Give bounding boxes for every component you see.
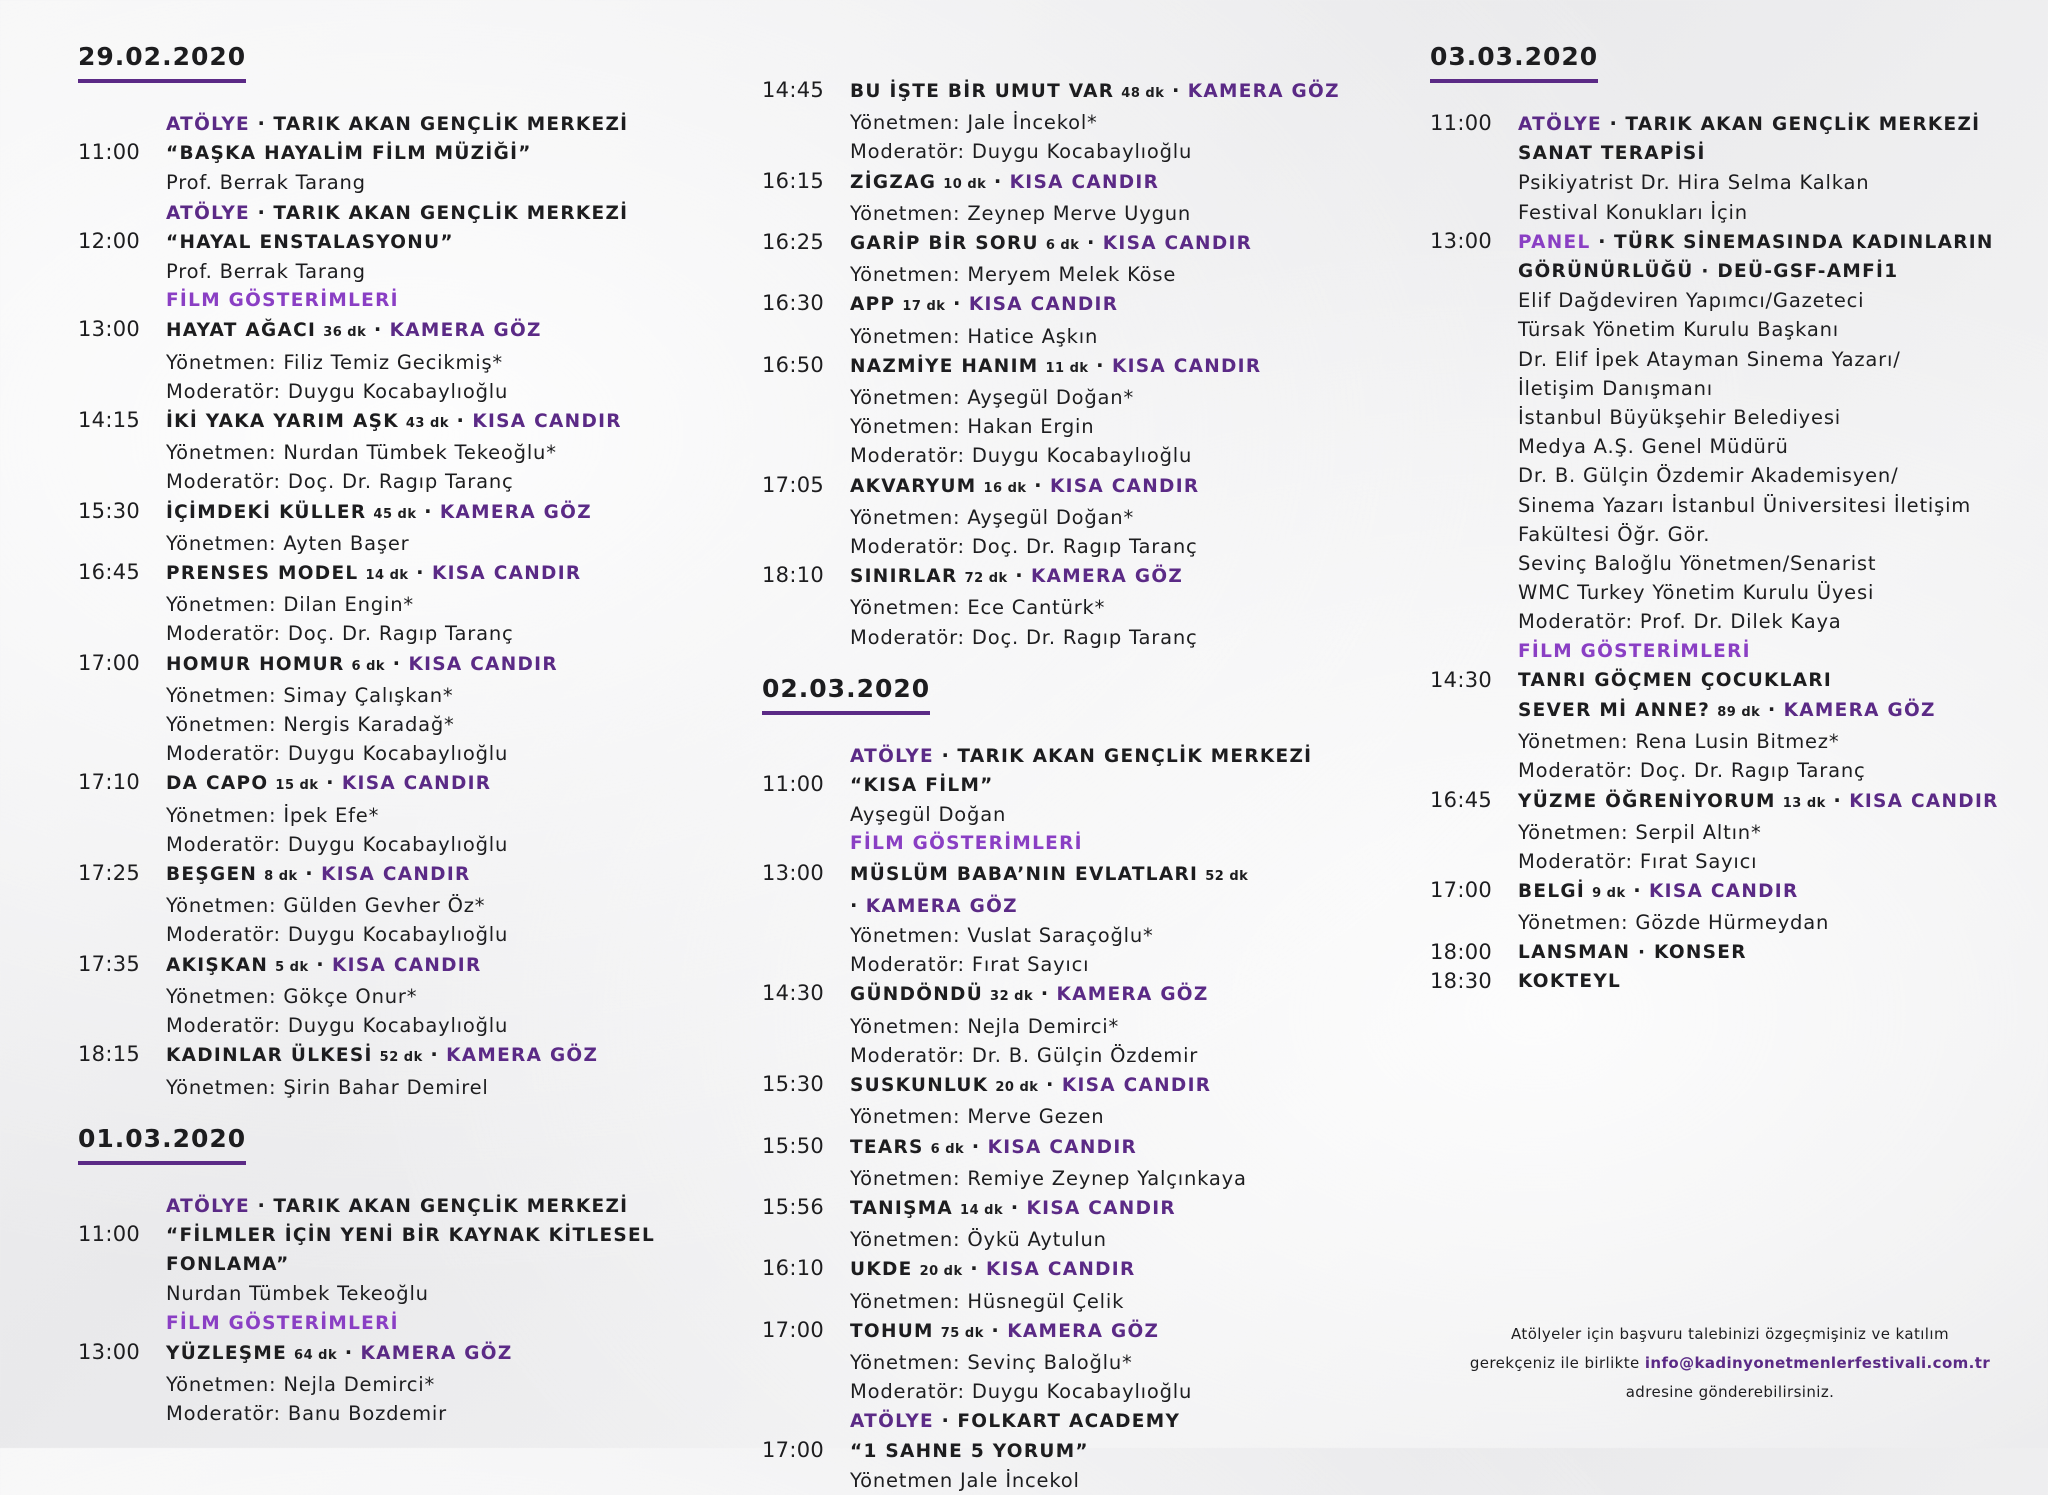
- workshop-entry: 11:00 ATÖLYE · TARIK AKAN GENÇLİK MERKEZİ “FİLMLER İÇİN YENİ BİR KAYNAK KİTLESEL FONLAMA” Nurdan Tümbek Tekeoğlu: [78, 1191, 678, 1309]
- workshop-entry: 11:00 ATÖLYE · TARIK AKAN GENÇLİK MERKEZİ SANAT TERAPİSİ Psikiyatrist Dr. Hira Selma Kalkan Festival Konukları İçin: [1430, 109, 2030, 227]
- film-credit: Yönetmen: Hakan Ergin: [850, 415, 1095, 439]
- film-title: YÜZLEŞME: [166, 1342, 288, 1364]
- note-line: adresine gönderebilirsiniz.: [1625, 1383, 1835, 1401]
- panel-title: GÖRÜNÜRLÜĞÜ · DEÜ-GSF-AMFİ1: [1518, 261, 1899, 283]
- film-title: BEŞGEN: [166, 864, 258, 886]
- film-title: NAZMİYE HANIM: [850, 355, 1039, 377]
- film-credit: Moderatör: Duygu Kocabaylıoğlu: [166, 742, 509, 766]
- schedule-column-3: [1430, 38, 2030, 996]
- workshop-entry: 11:00 ATÖLYE · TARIK AKAN GENÇLİK MERKEZİ “KISA FİLM” Ayşegül Doğan: [762, 741, 1402, 830]
- film-entry: 17:35 AKIŞKAN 5 dk · KISA CANDIR Yönetmen: Gökçe Onur* Moderatör: Duygu Kocabaylıoğlu: [78, 950, 678, 1041]
- film-title: TANIŞMA: [850, 1197, 954, 1219]
- entry-time: 16:15: [762, 168, 825, 193]
- film-credit: Moderatör: Duygu Kocabaylıoğlu: [850, 140, 1193, 164]
- film-credit: Moderatör: Doç. Dr. Ragıp Taranç: [850, 535, 1198, 559]
- film-entry: 16:45 PRENSES MODEL 14 dk · KISA CANDIR Yönetmen: Dilan Engin* Moderatör: Doç. Dr. Ragıp Taranç: [78, 558, 678, 649]
- film-entry: 14:15 İKİ YAKA YARIM AŞK 43 dk · KISA CANDIR Yönetmen: Nurdan Tümbek Tekeoğlu* Moderatör: Doç. Dr. Ragıp Taranç: [78, 406, 678, 497]
- film-credit: Moderatör: Duygu Kocabaylıoğlu: [166, 923, 509, 947]
- workshop-title: “FİLMLER İÇİN YENİ BİR KAYNAK KİTLESEL: [166, 1224, 656, 1246]
- film-entry: 17:05 AKVARYUM 16 dk · KISA CANDIR Yönetmen: Ayşegül Doğan* Moderatör: Doç. Dr. Ragıp Taranç: [762, 471, 1402, 562]
- film-category: KISA CANDIR: [1111, 355, 1262, 377]
- film-entry: 13:00 YÜZLEŞME 64 dk · KAMERA GÖZ Yönetmen: Nejla Demirci* Moderatör: Banu Bozdemir: [78, 1338, 678, 1429]
- film-category: KAMERA GÖZ: [1783, 700, 1936, 722]
- workshop-title: “BAŞKA HAYALİM FİLM MÜZİĞİ”: [166, 143, 532, 165]
- film-credit: Yönetmen: Nejla Demirci*: [166, 1372, 436, 1396]
- film-category: KISA CANDIR: [1049, 475, 1200, 497]
- film-entry: 15:30 SUSKUNLUK 20 dk · KISA CANDIR Yönetmen: Merve Gezen: [762, 1070, 1402, 1131]
- film-category: KAMERA GÖZ: [1056, 984, 1209, 1006]
- category-label: ATÖLYE: [1518, 114, 1602, 135]
- panelist-line: Fakültesi Öğr. Gör.: [1518, 522, 1711, 546]
- film-credit: Moderatör: Banu Bozdemir: [166, 1402, 447, 1426]
- entry-time: 18:30: [1430, 968, 1493, 993]
- film-category: KISA CANDIR: [1102, 233, 1253, 255]
- entry-time: 11:00: [762, 772, 825, 797]
- film-title: GARİP BİR SORU: [850, 233, 1039, 255]
- film-entry: 16:45 YÜZME ÖĞRENİYORUM 13 dk · KISA CANDIR Yönetmen: Serpil Altın* Moderatör: Fırat Sayıcı: [1430, 786, 2030, 877]
- film-credit: Yönetmen: Gözde Hürmeydan: [1518, 911, 1830, 935]
- email-link[interactable]: info@kadinyonetmenlerfestivali.com.tr: [1644, 1354, 1991, 1372]
- film-title: HAYAT AĞACI: [166, 320, 317, 342]
- film-entry: 18:10 SINIRLAR 72 dk · KAMERA GÖZ Yönetmen: Ece Cantürk* Moderatör: Doç. Dr. Ragıp Taranç: [762, 561, 1402, 652]
- film-entry: 16:30 APP 17 dk · KISA CANDIR Yönetmen: Hatice Aşkın: [762, 289, 1402, 350]
- entry-time: 14:45: [762, 78, 825, 102]
- film-entry: 15:30 İÇİMDEKİ KÜLLER 45 dk · KAMERA GÖZ Yönetmen: Ayten Başer: [78, 497, 678, 558]
- film-duration: 43 dk: [405, 416, 449, 432]
- speaker: Yönetmen Jale İncekol: [850, 1468, 1080, 1492]
- film-category: KAMERA GÖZ: [1031, 566, 1184, 588]
- film-title: MÜSLÜM BABA’NIN EVLATLARI: [850, 863, 1199, 885]
- entry-time: 14:15: [78, 408, 141, 433]
- film-credit: Moderatör: Fırat Sayıcı: [850, 953, 1090, 977]
- film-credit: Moderatör: Doç. Dr. Ragıp Taranç: [166, 622, 514, 646]
- event-title: KOKTEYL: [1518, 970, 1622, 992]
- entry-time: 11:00: [78, 140, 141, 165]
- film-title: AKIŞKAN: [166, 954, 269, 976]
- film-entry: 16:25 GARİP BİR SORU 6 dk · KISA CANDIR Yönetmen: Meryem Melek Köse: [762, 228, 1402, 289]
- film-duration: 48 dk: [1121, 86, 1165, 101]
- film-title: İKİ YAKA YARIM AŞK: [166, 411, 399, 433]
- panelist-line: İletişim Danışmanı: [1518, 376, 1714, 400]
- venue: TARIK AKAN GENÇLİK MERKEZİ: [273, 202, 629, 224]
- film-credit: Yönetmen: Ayşegül Doğan*: [850, 386, 1135, 410]
- entry-time: 15:30: [78, 498, 141, 523]
- film-title: PRENSES MODEL: [166, 563, 359, 585]
- entry-time: 12:00: [78, 228, 141, 253]
- category-label: PANEL: [1518, 231, 1591, 253]
- film-credit: Yönetmen: Gülden Gevher Öz*: [166, 894, 486, 918]
- film-entry: 13:00 MÜSLÜM BABA’NIN EVLATLARI 52 dk · KAMERA GÖZ Yönetmen: Vuslat Saraçoğlu* Moderatör: Fırat Sayıcı: [762, 859, 1402, 980]
- film-duration: 14 dk: [960, 1202, 1004, 1218]
- film-category: KAMERA GÖZ: [865, 895, 1018, 917]
- panel-entry: 13:00 PANEL · TÜRK SİNEMASINDA KADINLARIN GÖRÜNÜRLÜĞÜ · DEÜ-GSF-AMFİ1 Elif Dağdeviren Yapımcı/Gazeteci Türsak Yönetim Kurulu Başkanı Dr. Elif İpek Atayman Sinema Yazarı/ İletişim Danışmanı İstanbul Büyükşehir Belediyesi Medya A.Ş. Genel Müdürü Dr. B. Gülçin Özdemir Akademisyen/ Sinema Yazarı İstanbul Üniversitesi İletişim Fakültesi Öğr. Gör. Sevinç Baloğlu Yönetmen/Senarist WMC Turkey Yönetim Kurulu Üyesi Moderatör: Prof. Dr. Dilek Kaya: [1430, 227, 2030, 637]
- film-entry: 16:15 ZİGZAG 10 dk · KISA CANDIR Yönetmen: Zeynep Merve Uygun: [762, 167, 1402, 228]
- film-category: KISA CANDIR: [341, 773, 492, 795]
- film-title: BU İŞTE BİR UMUT VAR: [850, 81, 1115, 102]
- category-label: ATÖLYE: [166, 114, 250, 135]
- schedule-column-2: [762, 76, 1402, 1495]
- film-duration: 75 dk: [940, 1325, 984, 1341]
- date-heading: 01.03.2020: [78, 1124, 246, 1165]
- film-category: KISA CANDIR: [1009, 171, 1160, 193]
- entry-time: 17:00: [762, 1437, 825, 1462]
- entry-time: 14:30: [1430, 667, 1493, 692]
- workshop-title: “HAYAL ENSTALASYONU”: [166, 231, 454, 253]
- speaker: Ayşegül Doğan: [850, 803, 1007, 827]
- film-duration: 89 dk: [1717, 705, 1761, 721]
- film-category: KAMERA GÖZ: [446, 1045, 599, 1067]
- film-duration: 16 dk: [983, 480, 1027, 496]
- entry-time: 17:35: [78, 951, 141, 976]
- date-heading: 29.02.2020: [78, 42, 246, 83]
- film-credit: Moderatör: Duygu Kocabaylıoğlu: [166, 1014, 509, 1038]
- film-credit: Yönetmen: Sevinç Baloğlu*: [850, 1350, 1133, 1374]
- film-entry: 17:25 BEŞGEN 8 dk · KISA CANDIR Yönetmen: Gülden Gevher Öz* Moderatör: Duygu Kocabaylıoğlu: [78, 859, 678, 950]
- film-title: SUSKUNLUK: [850, 1075, 989, 1097]
- film-credit: Yönetmen: Filiz Temiz Gecikmiş*: [166, 350, 503, 374]
- film-title: UKDE: [850, 1259, 913, 1281]
- entry-time: 15:30: [762, 1072, 825, 1097]
- film-duration: 36 dk: [323, 325, 367, 341]
- workshop-title: FONLAMA”: [166, 1254, 290, 1276]
- film-credit: Moderatör: Dr. B. Gülçin Özdemir: [850, 1043, 1199, 1067]
- film-credit: Yönetmen: Gökçe Onur*: [166, 984, 418, 1008]
- panelist-line: Dr. Elif İpek Atayman Sinema Yazarı/: [1518, 347, 1901, 371]
- film-credit: Yönetmen: Rena Lusin Bitmez*: [1518, 730, 1840, 754]
- panelist-line: Türsak Yönetim Kurulu Başkanı: [1518, 318, 1839, 342]
- film-credit: Yönetmen: Öykü Aytulun: [850, 1228, 1107, 1252]
- film-title: AKVARYUM: [850, 475, 977, 497]
- film-category: KAMERA GÖZ: [360, 1342, 513, 1364]
- entry-time: 17:05: [762, 472, 825, 497]
- note-line: gerekçeniz ile birlikte info@kadinyonetmenlerfestivali.com.tr: [1469, 1354, 1991, 1372]
- entry-time: 17:00: [762, 1317, 825, 1342]
- film-duration: 52 dk: [1205, 868, 1249, 884]
- film-entry: 16:50 NAZMİYE HANIM 11 dk · KISA CANDIR Yönetmen: Ayşegül Doğan* Yönetmen: Hakan Ergin Moderatör: Duygu Kocabaylıoğlu: [762, 351, 1402, 471]
- film-duration: 14 dk: [365, 568, 409, 584]
- film-category: KAMERA GÖZ: [389, 320, 542, 342]
- film-credit: Yönetmen: Meryem Melek Köse: [850, 263, 1177, 287]
- panelist-line: Medya A.Ş. Genel Müdürü: [1518, 435, 1789, 459]
- film-credit: Yönetmen: İpek Efe*: [166, 803, 380, 827]
- screenings-heading: FİLM GÖSTERİMLERİ: [166, 290, 399, 312]
- panelist-line: İstanbul Büyükşehir Belediyesi: [1518, 406, 1841, 430]
- entry-time: 13:00: [78, 1339, 141, 1364]
- film-entry: 16:10 UKDE 20 dk · KISA CANDIR Yönetmen: Hüsnegül Çelik: [762, 1254, 1402, 1315]
- film-title: GÜNDÖNDÜ: [850, 984, 984, 1006]
- entry-time: 16:10: [762, 1256, 825, 1281]
- entry-time: 17:00: [78, 650, 141, 675]
- film-duration: 9 dk: [1592, 886, 1626, 902]
- film-credit: Yönetmen: Dilan Engin*: [166, 593, 414, 617]
- film-credit: Yönetmen: Nergis Karadağ*: [166, 713, 455, 737]
- film-title: İÇİMDEKİ KÜLLER: [166, 501, 367, 523]
- film-duration: 6 dk: [1045, 238, 1080, 254]
- panelist-line: Sinema Yazarı İstanbul Üniversitesi İletişim: [1518, 493, 1972, 517]
- venue: FOLKART ACADEMY: [957, 1411, 1181, 1433]
- film-credit: Moderatör: Doç. Dr. Ragıp Taranç: [1518, 759, 1866, 783]
- workshop-entry: 11:00 ATÖLYE · TARIK AKAN GENÇLİK MERKEZİ “BAŞKA HAYALİM FİLM MÜZİĞİ” Prof. Berrak Tarang: [78, 109, 678, 198]
- film-credit: Yönetmen: Simay Çalışkan*: [166, 683, 454, 707]
- film-category: KISA CANDIR: [986, 1259, 1136, 1281]
- workshop-entry: 17:00 ATÖLYE · FOLKART ACADEMY “1 SAHNE 5 YORUM” Yönetmen Jale İncekol: [762, 1406, 1402, 1495]
- entry-time: 18:00: [1430, 939, 1493, 964]
- film-category: KISA CANDIR: [431, 563, 582, 585]
- category-label: ATÖLYE: [850, 745, 934, 767]
- film-duration: 20 dk: [919, 1264, 963, 1280]
- screenings-heading: FİLM GÖSTERİMLERİ: [850, 833, 1083, 855]
- film-category: KAMERA GÖZ: [439, 501, 592, 523]
- screenings-heading: FİLM GÖSTERİMLERİ: [1518, 640, 1751, 662]
- film-entry: 17:10 DA CAPO 15 dk · KISA CANDIR Yönetmen: İpek Efe* Moderatör: Duygu Kocabaylıoğlu: [78, 768, 678, 859]
- entry-time: 17:10: [78, 770, 141, 795]
- film-category: KISA CANDIR: [1061, 1075, 1212, 1097]
- film-title: SINIRLAR: [850, 566, 958, 588]
- film-credit: Yönetmen: Hüsnegül Çelik: [850, 1289, 1125, 1313]
- venue: TARIK AKAN GENÇLİK MERKEZİ: [273, 114, 629, 135]
- film-duration: 52 dk: [379, 1050, 423, 1066]
- screenings-heading: FİLM GÖSTERİMLERİ: [166, 1312, 399, 1334]
- entry-time: 11:00: [1430, 111, 1493, 135]
- film-category: KISA CANDIR: [1649, 881, 1799, 903]
- speaker: Prof. Berrak Tarang: [166, 260, 366, 284]
- panelist-line: Dr. B. Gülçin Özdemir Akademisyen/: [1518, 464, 1899, 488]
- film-credit: Yönetmen: Şirin Bahar Demirel: [166, 1075, 489, 1099]
- film-duration: 17 dk: [902, 299, 946, 315]
- film-credit: Yönetmen: Ayten Başer: [166, 531, 410, 555]
- film-credit: Yönetmen: Remiye Zeynep Yalçınkaya: [850, 1166, 1247, 1190]
- film-title: TEARS: [850, 1136, 924, 1158]
- entry-time: 11:00: [78, 1221, 141, 1246]
- film-duration: 20 dk: [995, 1080, 1039, 1096]
- film-duration: 6 dk: [351, 658, 386, 674]
- speaker: Psikiyatrist Dr. Hira Selma Kalkan: [1518, 171, 1870, 195]
- film-entry: 13:00 HAYAT AĞACI 36 dk · KAMERA GÖZ Yönetmen: Filiz Temiz Gecikmiş* Moderatör: Duygu Kocabaylıoğlu: [78, 315, 678, 406]
- film-entry: 17:00 TOHUM 75 dk · KAMERA GÖZ Yönetmen: Sevinç Baloğlu* Moderatör: Duygu Kocabaylıoğlu: [762, 1316, 1402, 1407]
- film-credit: Moderatör: Fırat Sayıcı: [1518, 850, 1758, 874]
- film-entry: 14:30 GÜNDÖNDÜ 32 dk · KAMERA GÖZ Yönetmen: Nejla Demirci* Moderatör: Dr. B. Gülçin Özdemir: [762, 979, 1402, 1070]
- film-entry: 14:30 TANRI GÖÇMEN ÇOCUKLARI SEVER Mİ ANNE? 89 dk · KAMERA GÖZ Yönetmen: Rena Lusin Bitmez* Moderatör: Doç. Dr. Ragıp Taranç: [1430, 666, 2030, 786]
- panelist-line: WMC Turkey Yönetim Kurulu Üyesi: [1518, 581, 1875, 605]
- entry-time: 17:00: [1430, 878, 1493, 903]
- film-duration: 13 dk: [1782, 795, 1826, 811]
- entry-time: 13:00: [762, 860, 825, 885]
- entry-time: 13:00: [78, 317, 141, 342]
- entry-time: 16:25: [762, 230, 825, 255]
- film-credit: Yönetmen: Nejla Demirci*: [850, 1014, 1120, 1038]
- panelist-line: Sevinç Baloğlu Yönetmen/Senarist: [1518, 552, 1877, 576]
- entry-time: 15:50: [762, 1133, 825, 1158]
- film-credit: Moderatör: Doç. Dr. Ragıp Taranç: [850, 625, 1198, 649]
- film-duration: 64 dk: [294, 1347, 338, 1363]
- entry-time: 16:45: [78, 560, 141, 585]
- application-note: [1430, 1320, 2030, 1407]
- workshop-entry: 12:00 ATÖLYE · TARIK AKAN GENÇLİK MERKEZİ “HAYAL ENSTALASYONU” Prof. Berrak Tarang: [78, 198, 678, 287]
- film-credit: Moderatör: Duygu Kocabaylıoğlu: [166, 379, 509, 403]
- film-credit: Yönetmen: Jale İncekol*: [850, 111, 1098, 135]
- film-duration: 8 dk: [264, 869, 298, 885]
- speaker-note: Festival Konukları İçin: [1518, 200, 1748, 224]
- workshop-title: “KISA FİLM”: [850, 775, 994, 797]
- film-entry: 15:56 TANIŞMA 14 dk · KISA CANDIR Yönetmen: Öykü Aytulun: [762, 1193, 1402, 1254]
- film-category: KISA CANDIR: [472, 411, 622, 433]
- film-duration: 5 dk: [275, 959, 309, 975]
- film-duration: 32 dk: [990, 989, 1034, 1005]
- entry-time: 16:45: [1430, 787, 1493, 812]
- film-credit: Yönetmen: Zeynep Merve Uygun: [850, 201, 1192, 225]
- film-title: TOHUM: [850, 1320, 934, 1342]
- film-entry: 15:50 TEARS 6 dk · KISA CANDIR Yönetmen: Remiye Zeynep Yalçınkaya: [762, 1132, 1402, 1193]
- film-category: KAMERA GÖZ: [1187, 81, 1340, 102]
- film-category: KISA CANDIR: [1026, 1197, 1176, 1219]
- venue: TARIK AKAN GENÇLİK MERKEZİ: [1625, 114, 1981, 135]
- film-duration: 11 dk: [1045, 360, 1089, 376]
- date-heading: 02.03.2020: [762, 674, 930, 715]
- film-title: BELGİ: [1518, 881, 1586, 903]
- workshop-title: SANAT TERAPİSİ: [1518, 143, 1706, 165]
- film-credit: Yönetmen: Ece Cantürk*: [850, 596, 1106, 620]
- film-title: YÜZME ÖĞRENİYORUM: [1518, 790, 1776, 812]
- speaker: Nurdan Tümbek Tekeoğlu: [166, 1282, 429, 1306]
- entry-time: 17:25: [78, 861, 141, 886]
- film-title: ZİGZAG: [850, 171, 937, 193]
- entry-time: 18:15: [78, 1042, 141, 1067]
- event-title: LANSMAN · KONSER: [1518, 941, 1747, 963]
- film-category: KISA CANDIR: [1849, 790, 1999, 812]
- entry-time: 18:10: [762, 563, 825, 588]
- entry-time: 16:50: [762, 352, 825, 377]
- category-label: ATÖLYE: [166, 1195, 250, 1217]
- speaker: Prof. Berrak Tarang: [166, 171, 366, 195]
- note-line: Atölyeler için başvuru talebinizi özgeçmişiniz ve katılım: [1511, 1325, 1949, 1343]
- film-title: SEVER Mİ ANNE?: [1518, 700, 1711, 722]
- film-entry: 18:15 KADINLAR ÜLKESİ 52 dk · KAMERA GÖZ Yönetmen: Şirin Bahar Demirel: [78, 1040, 678, 1101]
- workshop-title: “1 SAHNE 5 YORUM”: [850, 1440, 1089, 1462]
- film-duration: 6 dk: [930, 1141, 965, 1157]
- film-title: HOMUR HOMUR: [166, 653, 345, 675]
- film-credit: Yönetmen: Serpil Altın*: [1518, 820, 1762, 844]
- event-entry: [1430, 938, 2030, 967]
- panel-title: TÜRK SİNEMASINDA KADINLARIN: [1613, 231, 1994, 253]
- film-category: KISA CANDIR: [321, 864, 471, 886]
- entry-time: 15:56: [762, 1194, 825, 1219]
- film-credit: Moderatör: Duygu Kocabaylıoğlu: [166, 832, 509, 856]
- event-entry: [1430, 967, 2030, 996]
- film-entry: 17:00 BELGİ 9 dk · KISA CANDIR Yönetmen: Gözde Hürmeydan: [1430, 876, 2030, 937]
- film-credit: Yönetmen: Nurdan Tümbek Tekeoğlu*: [166, 441, 557, 465]
- film-entry: 14:45 BU İŞTE BİR UMUT VAR 48 dk · KAMERA GÖZ Yönetmen: Jale İncekol* Moderatör: Duygu Kocabaylıoğlu: [762, 76, 1402, 167]
- film-category: KISA CANDIR: [408, 653, 558, 675]
- film-duration: 45 dk: [373, 506, 417, 522]
- film-title: KADINLAR ÜLKESİ: [166, 1045, 373, 1067]
- schedule-column-1: [78, 38, 678, 1428]
- film-credit: Yönetmen: Ayşegül Doğan*: [850, 505, 1135, 529]
- category-label: ATÖLYE: [850, 1411, 934, 1433]
- film-entry: 17:00 HOMUR HOMUR 6 dk · KISA CANDIR Yönetmen: Simay Çalışkan* Yönetmen: Nergis Karadağ* Moderatör: Duygu Kocabaylıoğlu: [78, 649, 678, 769]
- film-category: KISA CANDIR: [332, 954, 482, 976]
- film-duration: 10 dk: [943, 176, 987, 192]
- venue: TARIK AKAN GENÇLİK MERKEZİ: [273, 1195, 629, 1217]
- film-credit: Yönetmen: Merve Gezen: [850, 1105, 1105, 1129]
- entry-time: 13:00: [1430, 228, 1493, 253]
- film-credit: Yönetmen: Hatice Aşkın: [850, 324, 1099, 348]
- entry-time: 14:30: [762, 981, 825, 1006]
- film-title: APP: [850, 294, 896, 316]
- panelist-line: Elif Dağdeviren Yapımcı/Gazeteci: [1518, 289, 1865, 313]
- film-title: TANRI GÖÇMEN ÇOCUKLARI: [1518, 669, 1833, 691]
- film-category: KAMERA GÖZ: [1007, 1320, 1160, 1342]
- venue: TARIK AKAN GENÇLİK MERKEZİ: [957, 745, 1313, 767]
- entry-time: 16:30: [762, 291, 825, 316]
- film-duration: 15 dk: [275, 778, 319, 794]
- film-credit: Moderatör: Doç. Dr. Ragıp Taranç: [166, 470, 514, 494]
- film-credit: Moderatör: Duygu Kocabaylıoğlu: [850, 1380, 1193, 1404]
- film-credit: Moderatör: Duygu Kocabaylıoğlu: [850, 444, 1193, 468]
- film-title: DA CAPO: [166, 773, 269, 795]
- category-label: ATÖLYE: [166, 202, 250, 224]
- film-credit: Yönetmen: Vuslat Saraçoğlu*: [850, 924, 1154, 948]
- date-heading: 03.03.2020: [1430, 42, 1598, 83]
- film-category: KISA CANDIR: [987, 1136, 1138, 1158]
- film-category: KISA CANDIR: [968, 294, 1119, 316]
- panelist-line: Moderatör: Prof. Dr. Dilek Kaya: [1518, 610, 1842, 634]
- film-duration: 72 dk: [964, 571, 1008, 587]
